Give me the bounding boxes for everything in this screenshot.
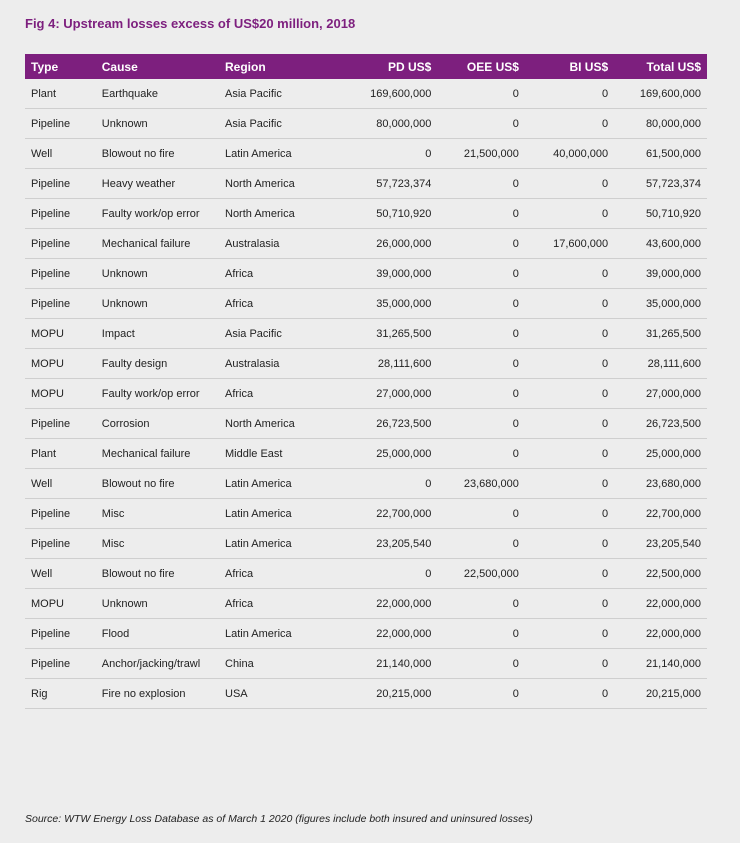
region-cell: Australasia — [219, 349, 326, 379]
bi-cell: 0 — [525, 589, 614, 619]
region-cell: Latin America — [219, 139, 326, 169]
oee-cell: 0 — [437, 409, 525, 439]
total-cell: 22,700,000 — [614, 499, 707, 529]
pd-cell: 22,000,000 — [326, 619, 438, 649]
cause-cell: Misc — [96, 529, 219, 559]
region-cell: Latin America — [219, 469, 326, 499]
pd-cell: 0 — [326, 559, 438, 589]
table-row — [25, 199, 707, 229]
type-cell: Well — [25, 139, 96, 169]
pd-cell: 26,723,500 — [326, 409, 438, 439]
cause-cell: Faulty work/op error — [96, 199, 219, 229]
bi-cell: 0 — [525, 319, 614, 349]
table-row — [25, 109, 707, 139]
oee-cell: 0 — [437, 319, 525, 349]
column-header-total: Total US$ — [614, 54, 707, 79]
table-body — [25, 79, 707, 709]
region-cell: Africa — [219, 379, 326, 409]
table-row — [25, 349, 707, 379]
cause-cell: Unknown — [96, 109, 219, 139]
cause-cell: Unknown — [96, 589, 219, 619]
region-cell: North America — [219, 199, 326, 229]
oee-cell: 0 — [437, 379, 525, 409]
pd-cell: 80,000,000 — [326, 109, 438, 139]
table-row — [25, 79, 707, 109]
cause-cell: Heavy weather — [96, 169, 219, 199]
pd-cell: 22,000,000 — [326, 589, 438, 619]
table-row — [25, 169, 707, 199]
region-cell: Middle East — [219, 439, 326, 469]
pd-cell: 25,000,000 — [326, 439, 438, 469]
oee-cell: 23,680,000 — [437, 469, 525, 499]
type-cell: Pipeline — [25, 199, 96, 229]
table-row — [25, 649, 707, 679]
region-cell: North America — [219, 409, 326, 439]
total-cell: 43,600,000 — [614, 229, 707, 259]
total-cell: 20,215,000 — [614, 679, 707, 709]
type-cell: Plant — [25, 439, 96, 469]
region-cell: Latin America — [219, 529, 326, 559]
bi-cell: 0 — [525, 169, 614, 199]
total-cell: 23,680,000 — [614, 469, 707, 499]
cause-cell: Impact — [96, 319, 219, 349]
bi-cell: 0 — [525, 379, 614, 409]
bi-cell: 0 — [525, 109, 614, 139]
cause-cell: Mechanical failure — [96, 439, 219, 469]
total-cell: 50,710,920 — [614, 199, 707, 229]
table-row — [25, 589, 707, 619]
losses-table — [25, 54, 707, 709]
pd-cell: 169,600,000 — [326, 79, 438, 109]
column-header-bi: BI US$ — [525, 54, 614, 79]
region-cell: Africa — [219, 259, 326, 289]
oee-cell: 0 — [437, 79, 525, 109]
total-cell: 22,000,000 — [614, 589, 707, 619]
pd-cell: 28,111,600 — [326, 349, 438, 379]
pd-cell: 35,000,000 — [326, 289, 438, 319]
pd-cell: 22,700,000 — [326, 499, 438, 529]
oee-cell: 0 — [437, 529, 525, 559]
bi-cell: 0 — [525, 529, 614, 559]
table-row — [25, 289, 707, 319]
bi-cell: 0 — [525, 559, 614, 589]
bi-cell: 0 — [525, 619, 614, 649]
bi-cell: 0 — [525, 649, 614, 679]
total-cell: 169,600,000 — [614, 79, 707, 109]
bi-cell: 0 — [525, 259, 614, 289]
pd-cell: 26,000,000 — [326, 229, 438, 259]
bi-cell: 0 — [525, 469, 614, 499]
table-row — [25, 229, 707, 259]
table-row — [25, 679, 707, 709]
oee-cell: 0 — [437, 679, 525, 709]
region-cell: North America — [219, 169, 326, 199]
column-header-type: Type — [25, 54, 96, 79]
type-cell: Pipeline — [25, 619, 96, 649]
cause-cell: Flood — [96, 619, 219, 649]
bi-cell: 0 — [525, 199, 614, 229]
oee-cell: 0 — [437, 199, 525, 229]
oee-cell: 0 — [437, 229, 525, 259]
oee-cell: 0 — [437, 349, 525, 379]
table-row — [25, 469, 707, 499]
table-row — [25, 619, 707, 649]
cause-cell: Unknown — [96, 259, 219, 289]
total-cell: 28,111,600 — [614, 349, 707, 379]
type-cell: Pipeline — [25, 289, 96, 319]
bi-cell: 17,600,000 — [525, 229, 614, 259]
cause-cell: Faulty design — [96, 349, 219, 379]
total-cell: 23,205,540 — [614, 529, 707, 559]
region-cell: Australasia — [219, 229, 326, 259]
column-header-region: Region — [219, 54, 326, 79]
table-row — [25, 409, 707, 439]
figure-title: Fig 4: Upstream losses excess of US$20 million, 2018 — [25, 16, 356, 31]
table-row — [25, 559, 707, 589]
column-header-oee: OEE US$ — [437, 54, 525, 79]
oee-cell: 0 — [437, 649, 525, 679]
cause-cell: Misc — [96, 499, 219, 529]
region-cell: Africa — [219, 559, 326, 589]
type-cell: Pipeline — [25, 229, 96, 259]
region-cell: Asia Pacific — [219, 109, 326, 139]
type-cell: Pipeline — [25, 409, 96, 439]
pd-cell: 20,215,000 — [326, 679, 438, 709]
total-cell: 22,000,000 — [614, 619, 707, 649]
region-cell: Latin America — [219, 499, 326, 529]
type-cell: MOPU — [25, 589, 96, 619]
table-row — [25, 499, 707, 529]
oee-cell: 0 — [437, 439, 525, 469]
pd-cell: 23,205,540 — [326, 529, 438, 559]
cause-cell: Earthquake — [96, 79, 219, 109]
bi-cell: 0 — [525, 499, 614, 529]
oee-cell: 0 — [437, 289, 525, 319]
total-cell: 31,265,500 — [614, 319, 707, 349]
cause-cell: Anchor/jacking/trawl — [96, 649, 219, 679]
type-cell: Pipeline — [25, 499, 96, 529]
bi-cell: 0 — [525, 289, 614, 319]
total-cell: 80,000,000 — [614, 109, 707, 139]
oee-cell: 0 — [437, 589, 525, 619]
column-header-pd: PD US$ — [326, 54, 438, 79]
type-cell: Well — [25, 559, 96, 589]
bi-cell: 0 — [525, 79, 614, 109]
region-cell: China — [219, 649, 326, 679]
total-cell: 26,723,500 — [614, 409, 707, 439]
bi-cell: 40,000,000 — [525, 139, 614, 169]
type-cell: Rig — [25, 679, 96, 709]
total-cell: 35,000,000 — [614, 289, 707, 319]
pd-cell: 39,000,000 — [326, 259, 438, 289]
region-cell: Asia Pacific — [219, 319, 326, 349]
table-header — [25, 54, 707, 79]
bi-cell: 0 — [525, 679, 614, 709]
region-cell: Latin America — [219, 619, 326, 649]
cause-cell: Mechanical failure — [96, 229, 219, 259]
cause-cell: Fire no explosion — [96, 679, 219, 709]
pd-cell: 50,710,920 — [326, 199, 438, 229]
total-cell: 25,000,000 — [614, 439, 707, 469]
type-cell: Pipeline — [25, 259, 96, 289]
pd-cell: 31,265,500 — [326, 319, 438, 349]
column-header-cause: Cause — [96, 54, 219, 79]
pd-cell: 0 — [326, 139, 438, 169]
type-cell: Pipeline — [25, 649, 96, 679]
region-cell: USA — [219, 679, 326, 709]
total-cell: 39,000,000 — [614, 259, 707, 289]
pd-cell: 0 — [326, 469, 438, 499]
type-cell: Pipeline — [25, 169, 96, 199]
cause-cell: Blowout no fire — [96, 559, 219, 589]
oee-cell: 0 — [437, 499, 525, 529]
oee-cell: 0 — [437, 109, 525, 139]
cause-cell: Blowout no fire — [96, 469, 219, 499]
oee-cell: 0 — [437, 259, 525, 289]
table-row — [25, 259, 707, 289]
table-row — [25, 139, 707, 169]
type-cell: Well — [25, 469, 96, 499]
pd-cell: 57,723,374 — [326, 169, 438, 199]
type-cell: Plant — [25, 79, 96, 109]
type-cell: Pipeline — [25, 109, 96, 139]
pd-cell: 27,000,000 — [326, 379, 438, 409]
pd-cell: 21,140,000 — [326, 649, 438, 679]
region-cell: Asia Pacific — [219, 79, 326, 109]
region-cell: Africa — [219, 589, 326, 619]
cause-cell: Corrosion — [96, 409, 219, 439]
bi-cell: 0 — [525, 349, 614, 379]
cause-cell: Unknown — [96, 289, 219, 319]
table-row — [25, 439, 707, 469]
type-cell: MOPU — [25, 349, 96, 379]
table-row — [25, 529, 707, 559]
table-row — [25, 379, 707, 409]
oee-cell: 0 — [437, 619, 525, 649]
type-cell: MOPU — [25, 319, 96, 349]
table-row — [25, 319, 707, 349]
type-cell: MOPU — [25, 379, 96, 409]
total-cell: 22,500,000 — [614, 559, 707, 589]
type-cell: Pipeline — [25, 529, 96, 559]
cause-cell: Faulty work/op error — [96, 379, 219, 409]
total-cell: 57,723,374 — [614, 169, 707, 199]
header-row — [25, 54, 707, 79]
bi-cell: 0 — [525, 439, 614, 469]
total-cell: 21,140,000 — [614, 649, 707, 679]
bi-cell: 0 — [525, 409, 614, 439]
total-cell: 27,000,000 — [614, 379, 707, 409]
total-cell: 61,500,000 — [614, 139, 707, 169]
oee-cell: 22,500,000 — [437, 559, 525, 589]
oee-cell: 0 — [437, 169, 525, 199]
cause-cell: Blowout no fire — [96, 139, 219, 169]
region-cell: Africa — [219, 289, 326, 319]
source-note: Source: WTW Energy Loss Database as of March 1 2020 (figures include both insured and uninsured losses) — [25, 813, 533, 825]
oee-cell: 21,500,000 — [437, 139, 525, 169]
